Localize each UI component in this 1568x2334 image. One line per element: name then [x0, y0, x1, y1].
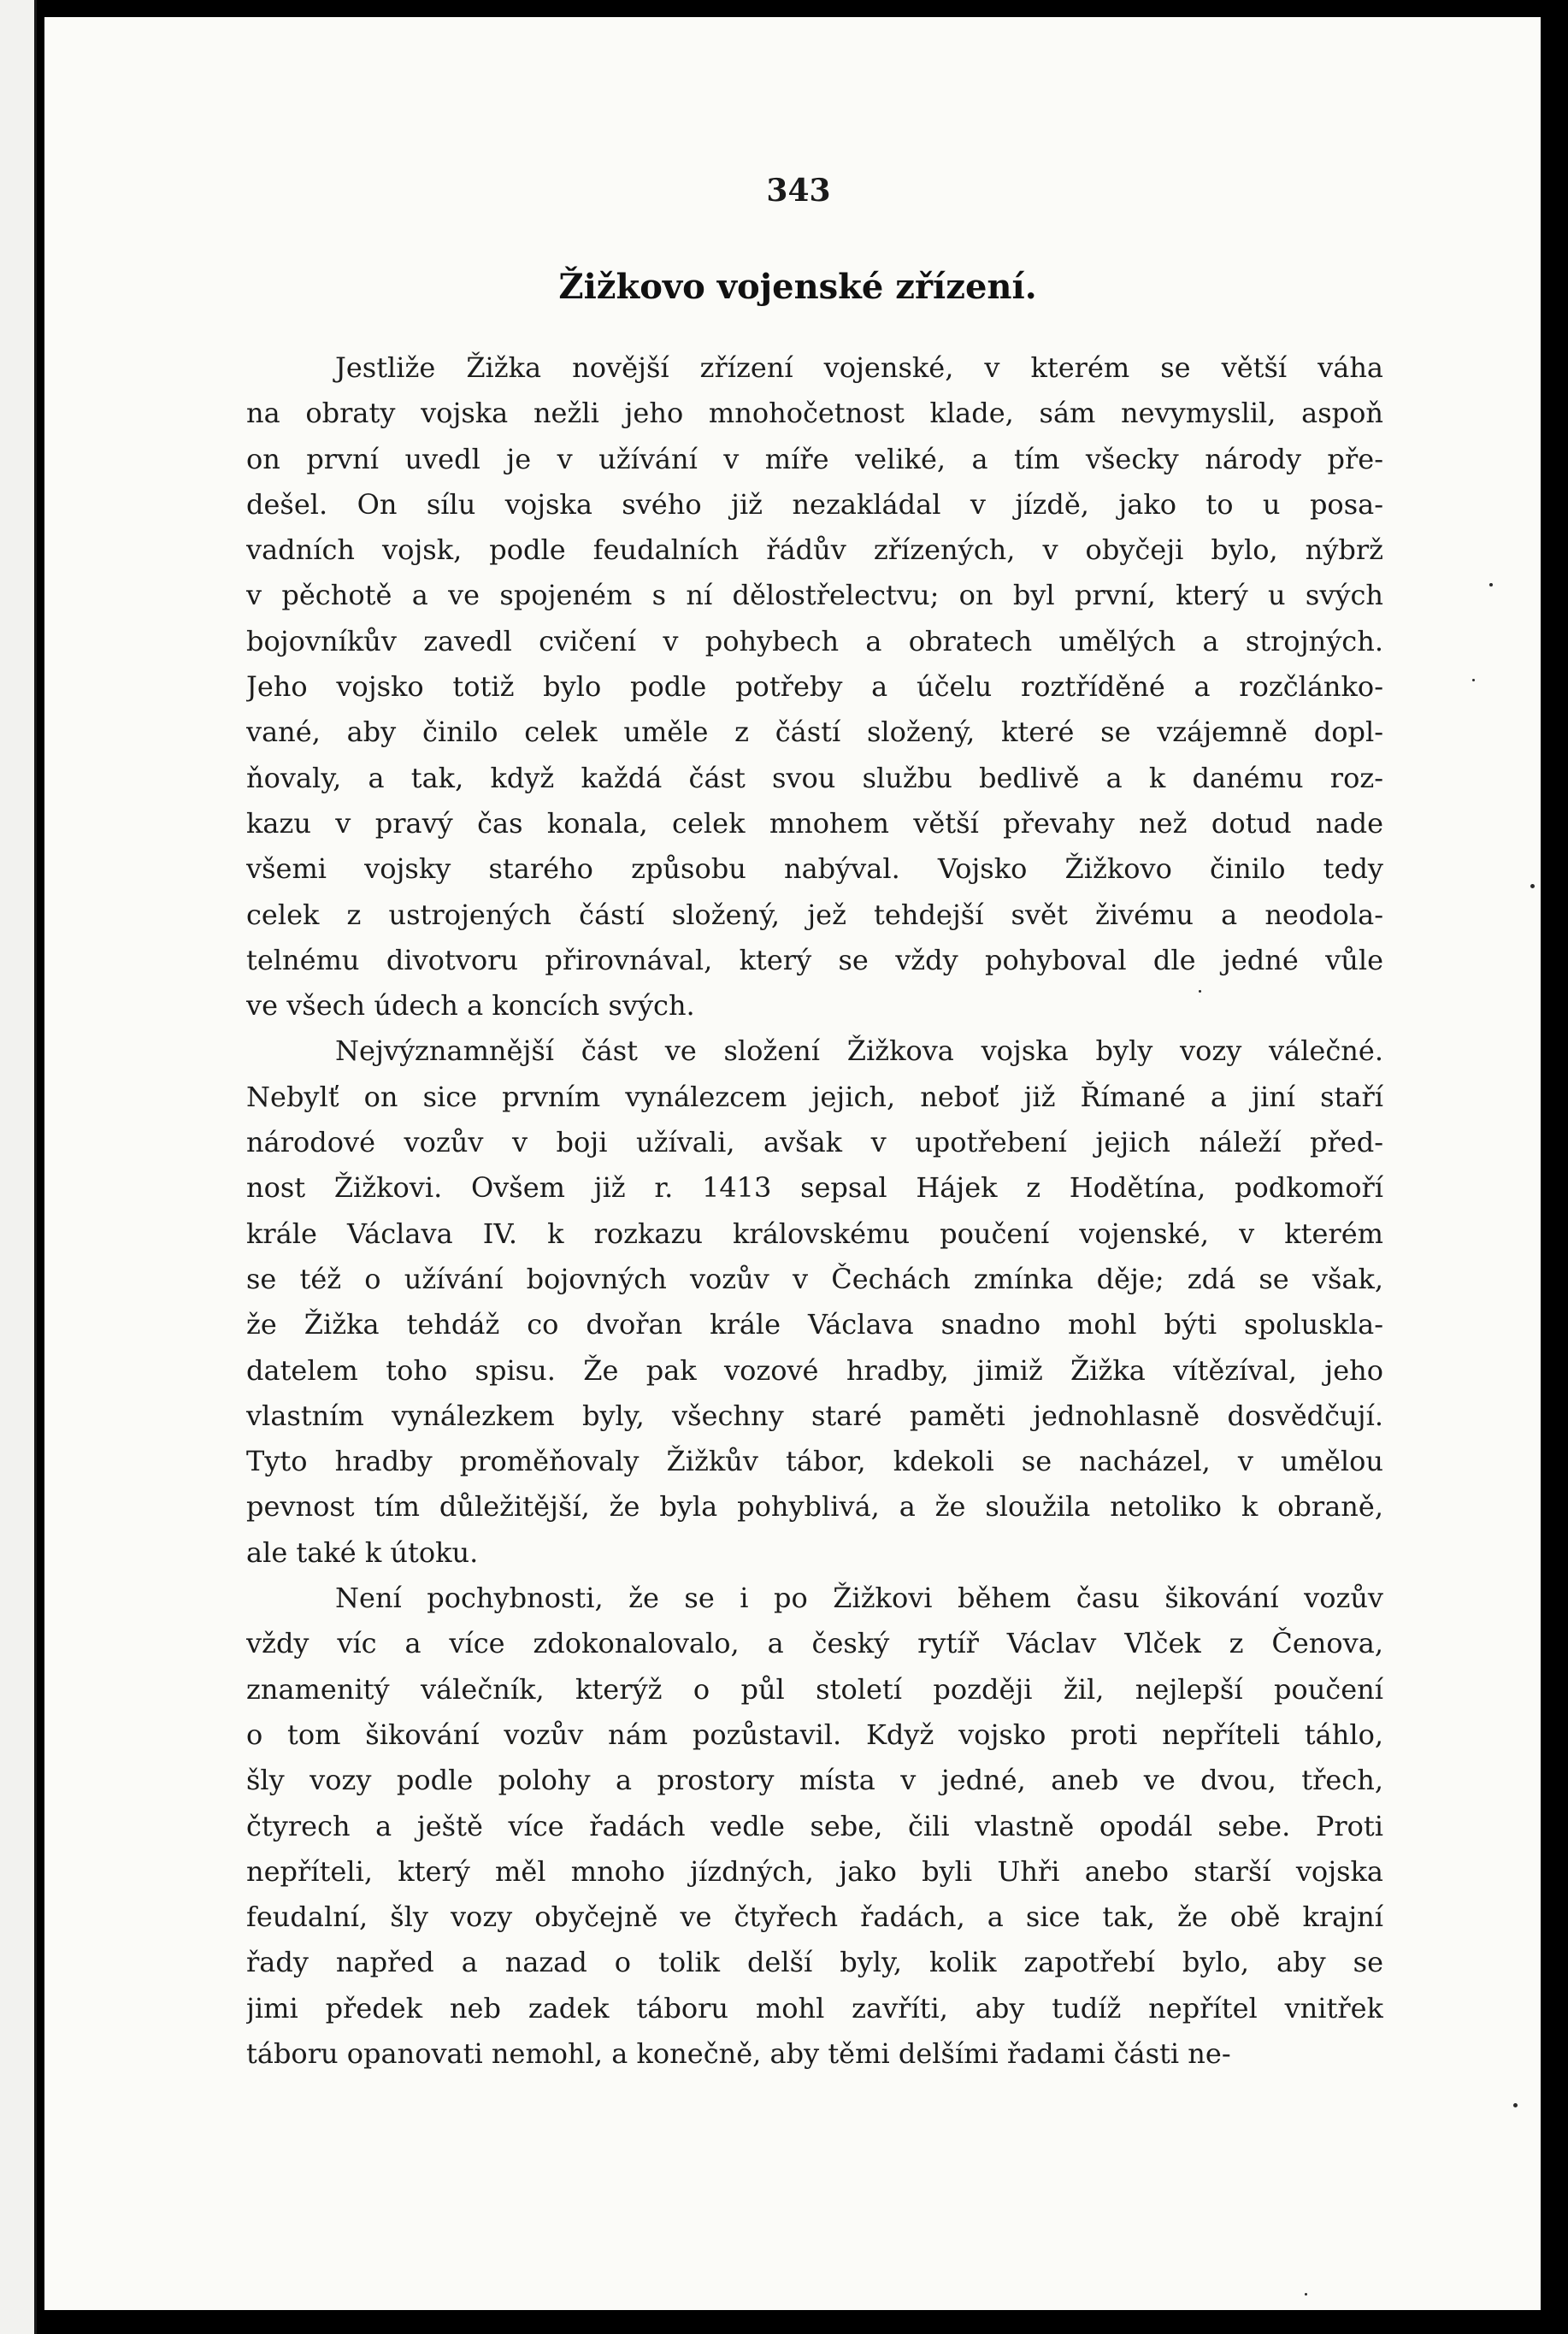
text-line: nepříteli, který měl mnoho jízdných, jako byli Uhři anebo starší vojska	[246, 1854, 1383, 1888]
body-text	[246, 345, 1383, 2077]
text-line: vlastním vynálezkem byly, všechny staré paměti jednohlasně dosvědčují.	[246, 1399, 1383, 1432]
text-line: Jeho vojsko totiž bylo podle potřeby a účelu roztříděné a rozčlánko-	[246, 670, 1383, 704]
text-line: dešel. On sílu vojska svého již nezakládal v jízdě, jako to u posa-	[246, 487, 1383, 521]
text-line: národové vozův v boji užívali, avšak v upotřebení jejich náleží před-	[246, 1126, 1383, 1159]
text-line: řady napřed a nazad o tolik delší byly, kolik zapotřebí bylo, aby se	[246, 1946, 1383, 1979]
scan-speck	[1199, 990, 1201, 993]
facing-page-edge	[0, 0, 37, 2334]
text-line: ňovaly, a tak, když každá část svou službu bedlivě a k danému roz-	[246, 761, 1383, 794]
text-line: kazu v pravý čas konala, celek mnohem větší převahy než dotud nade	[246, 806, 1383, 840]
text-line: vadních vojsk, podle feudalních řádův zřízených, v obyčeji bylo, nýbrž	[246, 533, 1383, 567]
text-line: čtyrech a ještě více řadách vedle sebe, čili vlastně opodál sebe. Proti	[246, 1809, 1383, 1842]
page-number: 343	[766, 173, 831, 209]
text-line: on první uvedl je v užívání v míře veliké, a tím všecky národy pře-	[246, 442, 1383, 475]
scan-speck	[1489, 583, 1493, 586]
text-line: celek z ustrojených částí složený, jež tehdejší svět živému a neodola-	[246, 898, 1383, 931]
text-line: Jestliže Žižka novější zřízení vojenské, v kterém se větší váha	[335, 351, 1383, 384]
text-line: vždy víc a více zdokonalovalo, a český rytíř Václav Vlček z Čenova,	[246, 1627, 1383, 1660]
book-page	[44, 17, 1541, 2310]
text-line: pevnost tím důležitější, že byla pohyblivá, a že sloužila netoliko k obraně,	[246, 1490, 1383, 1524]
text-line: bojovníkův zavedl cvičení v pohybech a obratech umělých a strojných.	[246, 624, 1383, 657]
text-line: ve všech údech a koncích svých.	[246, 989, 695, 1023]
text-line: feudalní, šly vozy obyčejně ve čtyřech řadách, a sice tak, že obě krajní	[246, 1901, 1383, 1934]
text-line: krále Václava IV. k rozkazu královskému poučení vojenské, v kterém	[246, 1217, 1383, 1250]
scan-speck	[1513, 2103, 1518, 2107]
paragraph	[246, 1028, 1383, 1576]
text-line: znamenitý válečník, kterýž o půl století později žil, nejlepší poučení	[246, 1672, 1383, 1706]
paragraph	[246, 1576, 1383, 2077]
text-line: telnému divotvoru přirovnával, který se vždy pohyboval dle jedné vůle	[246, 943, 1383, 976]
chapter-title: Žižkovo vojenské zřízení.	[558, 267, 1037, 307]
text-line: datelem toho spisu. Že pak vozové hradby, jimiž Žižka vítězíval, jeho	[246, 1353, 1383, 1387]
text-line: šly vozy podle polohy a prostory místa v jedné, aneb ve dvou, třech,	[246, 1764, 1383, 1797]
scan-speck	[1530, 884, 1535, 888]
text-line: jimi předek neb zadek táboru mohl zavříti, aby tudíž nepřítel vnitřek	[246, 1991, 1383, 2025]
scan-speck	[1472, 679, 1475, 681]
paragraph	[246, 345, 1383, 1028]
text-line: všemi vojsky starého způsobu nabýval. Vojsko Žižkovo činilo tedy	[246, 852, 1383, 886]
text-line: táboru opanovati nemohl, a konečně, aby těmi delšími řadami části ne-	[246, 2036, 1231, 2070]
text-line: Není pochybnosti, že se i po Žižkovi během času šikování vozův	[335, 1582, 1383, 1615]
text-line: v pěchotě a ve spojeném s ní dělostřelectvu; on byl první, který u svých	[246, 579, 1383, 612]
text-line: Nebylť on sice prvním vynálezcem jejich, neboť již Římané a jiní staří	[246, 1080, 1383, 1113]
text-line: na obraty vojska nežli jeho mnohočetnost klade, sám nevymyslil, aspoň	[246, 397, 1383, 430]
text-line: nost Žižkovi. Ovšem již r. 1413 sepsal Hájek z Hodětína, podkomoří	[246, 1171, 1383, 1205]
text-line: vané, aby činilo celek uměle z částí složený, které se vzájemně dopl-	[246, 716, 1383, 749]
text-line: ale také k útoku.	[246, 1535, 479, 1569]
text-line: se též o užívání bojovných vozův v Čechách zmínka děje; zdá se však,	[246, 1262, 1383, 1295]
text-line: že Žižka tehdáž co dvořan krále Václava snadno mohl býti spoluskla-	[246, 1308, 1383, 1341]
scan-speck	[1305, 2293, 1307, 2296]
text-line: Tyto hradby proměňovaly Žižkův tábor, kdekoli se nacházel, v umělou	[246, 1445, 1383, 1478]
text-line: Nejvýznamnější část ve složení Žižkova vojska byly vozy válečné.	[335, 1034, 1383, 1068]
text-line: o tom šikování vozův nám pozůstavil. Když vojsko proti nepříteli táhlo,	[246, 1718, 1383, 1751]
